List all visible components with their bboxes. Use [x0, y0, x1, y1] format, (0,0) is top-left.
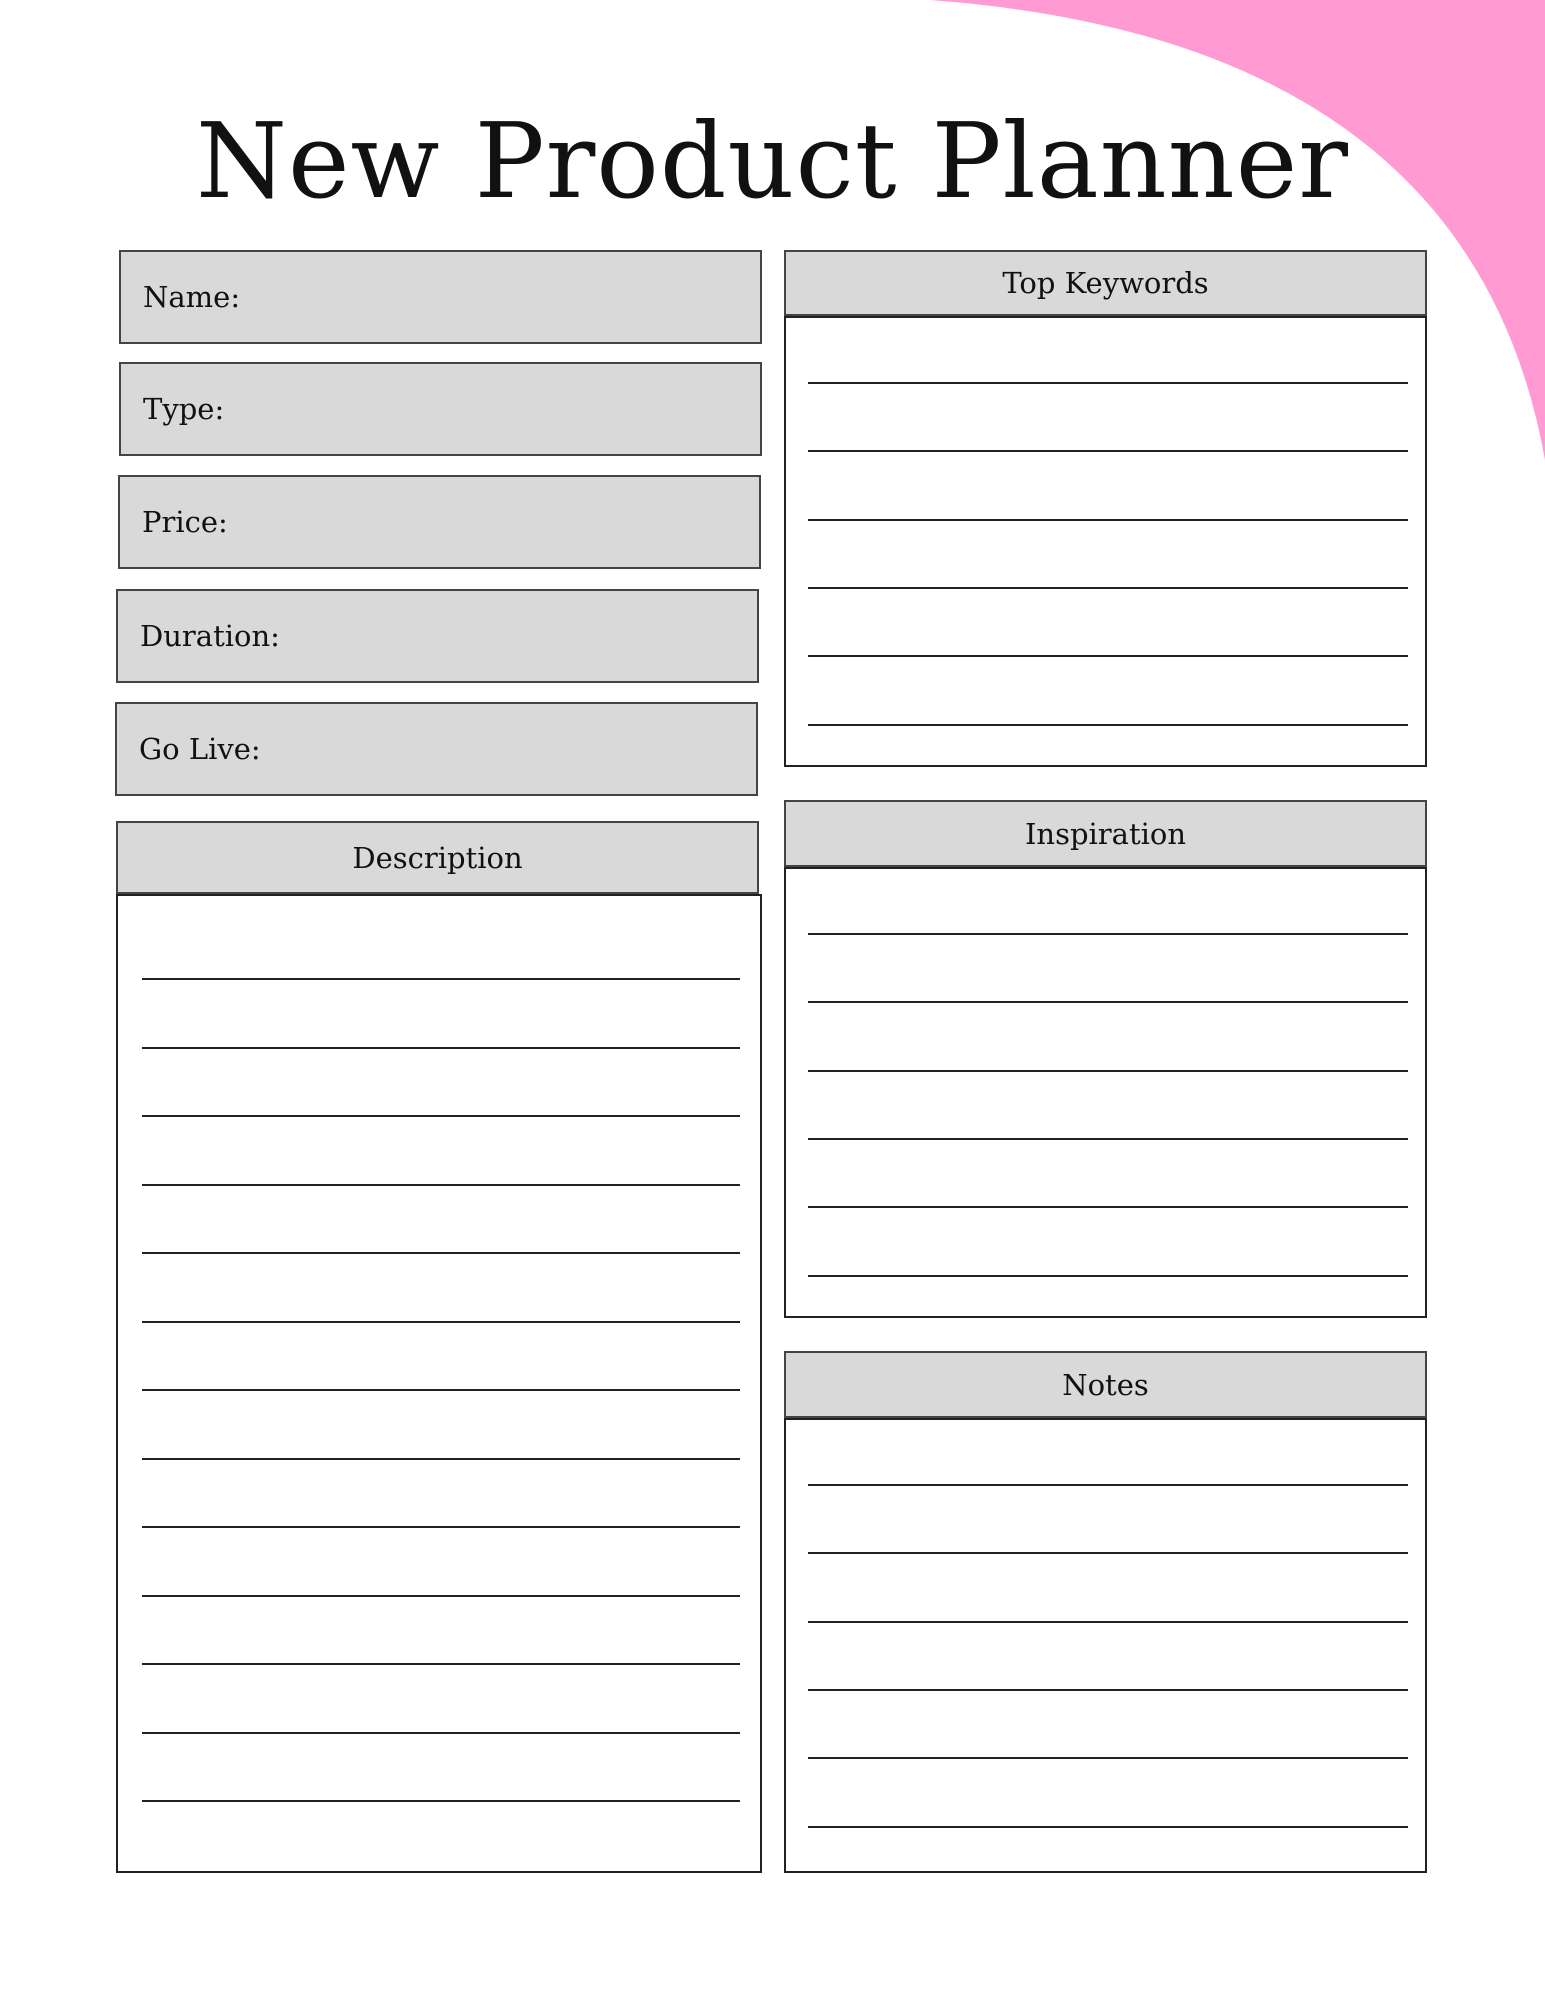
page-title: New Product Planner	[195, 100, 1350, 222]
writing-line	[142, 1663, 740, 1665]
price-field[interactable]	[118, 475, 761, 569]
go-live-field[interactable]	[115, 702, 758, 796]
writing-line	[808, 1001, 1408, 1003]
inspiration-area[interactable]	[784, 867, 1427, 1318]
duration-label: Duration:	[140, 619, 280, 653]
writing-line	[142, 978, 740, 980]
writing-line	[808, 1206, 1408, 1208]
writing-line	[808, 519, 1408, 521]
inspiration-panel	[784, 800, 1427, 1318]
top-keywords-title: Top Keywords	[1002, 266, 1209, 300]
writing-line	[142, 1595, 740, 1597]
description-area[interactable]	[116, 894, 762, 1873]
top-keywords-header	[784, 250, 1427, 316]
writing-line	[808, 1484, 1408, 1486]
writing-line	[808, 382, 1408, 384]
writing-line	[808, 1757, 1408, 1759]
go-live-label: Go Live:	[139, 732, 261, 766]
notes-title: Notes	[1062, 1367, 1149, 1402]
writing-line	[808, 450, 1408, 452]
writing-line	[808, 1070, 1408, 1072]
writing-line	[808, 1138, 1408, 1140]
top-keywords-area[interactable]	[784, 316, 1427, 767]
description-title: Description	[352, 840, 523, 875]
writing-line	[808, 1826, 1408, 1828]
duration-field[interactable]	[116, 589, 759, 683]
notes-header	[784, 1351, 1427, 1418]
writing-line	[808, 1621, 1408, 1623]
type-field[interactable]	[119, 362, 762, 456]
writing-line	[808, 1689, 1408, 1691]
notes-panel	[784, 1351, 1427, 1873]
price-label: Price:	[142, 505, 228, 539]
writing-line	[142, 1321, 740, 1323]
writing-line	[808, 655, 1408, 657]
type-label: Type:	[143, 392, 225, 426]
description-panel	[116, 821, 762, 1873]
top-keywords-panel	[784, 250, 1427, 767]
writing-line	[142, 1458, 740, 1460]
writing-line	[142, 1184, 740, 1186]
writing-line	[142, 1047, 740, 1049]
name-label: Name:	[143, 280, 241, 314]
writing-line	[808, 1275, 1408, 1277]
name-field[interactable]	[119, 250, 762, 344]
writing-line	[808, 724, 1408, 726]
writing-line	[808, 587, 1408, 589]
inspiration-title: Inspiration	[1024, 816, 1187, 851]
writing-line	[142, 1526, 740, 1528]
writing-line	[142, 1115, 740, 1117]
description-header	[116, 821, 759, 894]
writing-line	[142, 1732, 740, 1734]
writing-line	[142, 1800, 740, 1802]
writing-line	[142, 1389, 740, 1391]
writing-line	[808, 1552, 1408, 1554]
inspiration-header	[784, 800, 1427, 867]
notes-area[interactable]	[784, 1418, 1427, 1873]
writing-line	[808, 933, 1408, 935]
writing-line	[142, 1252, 740, 1254]
